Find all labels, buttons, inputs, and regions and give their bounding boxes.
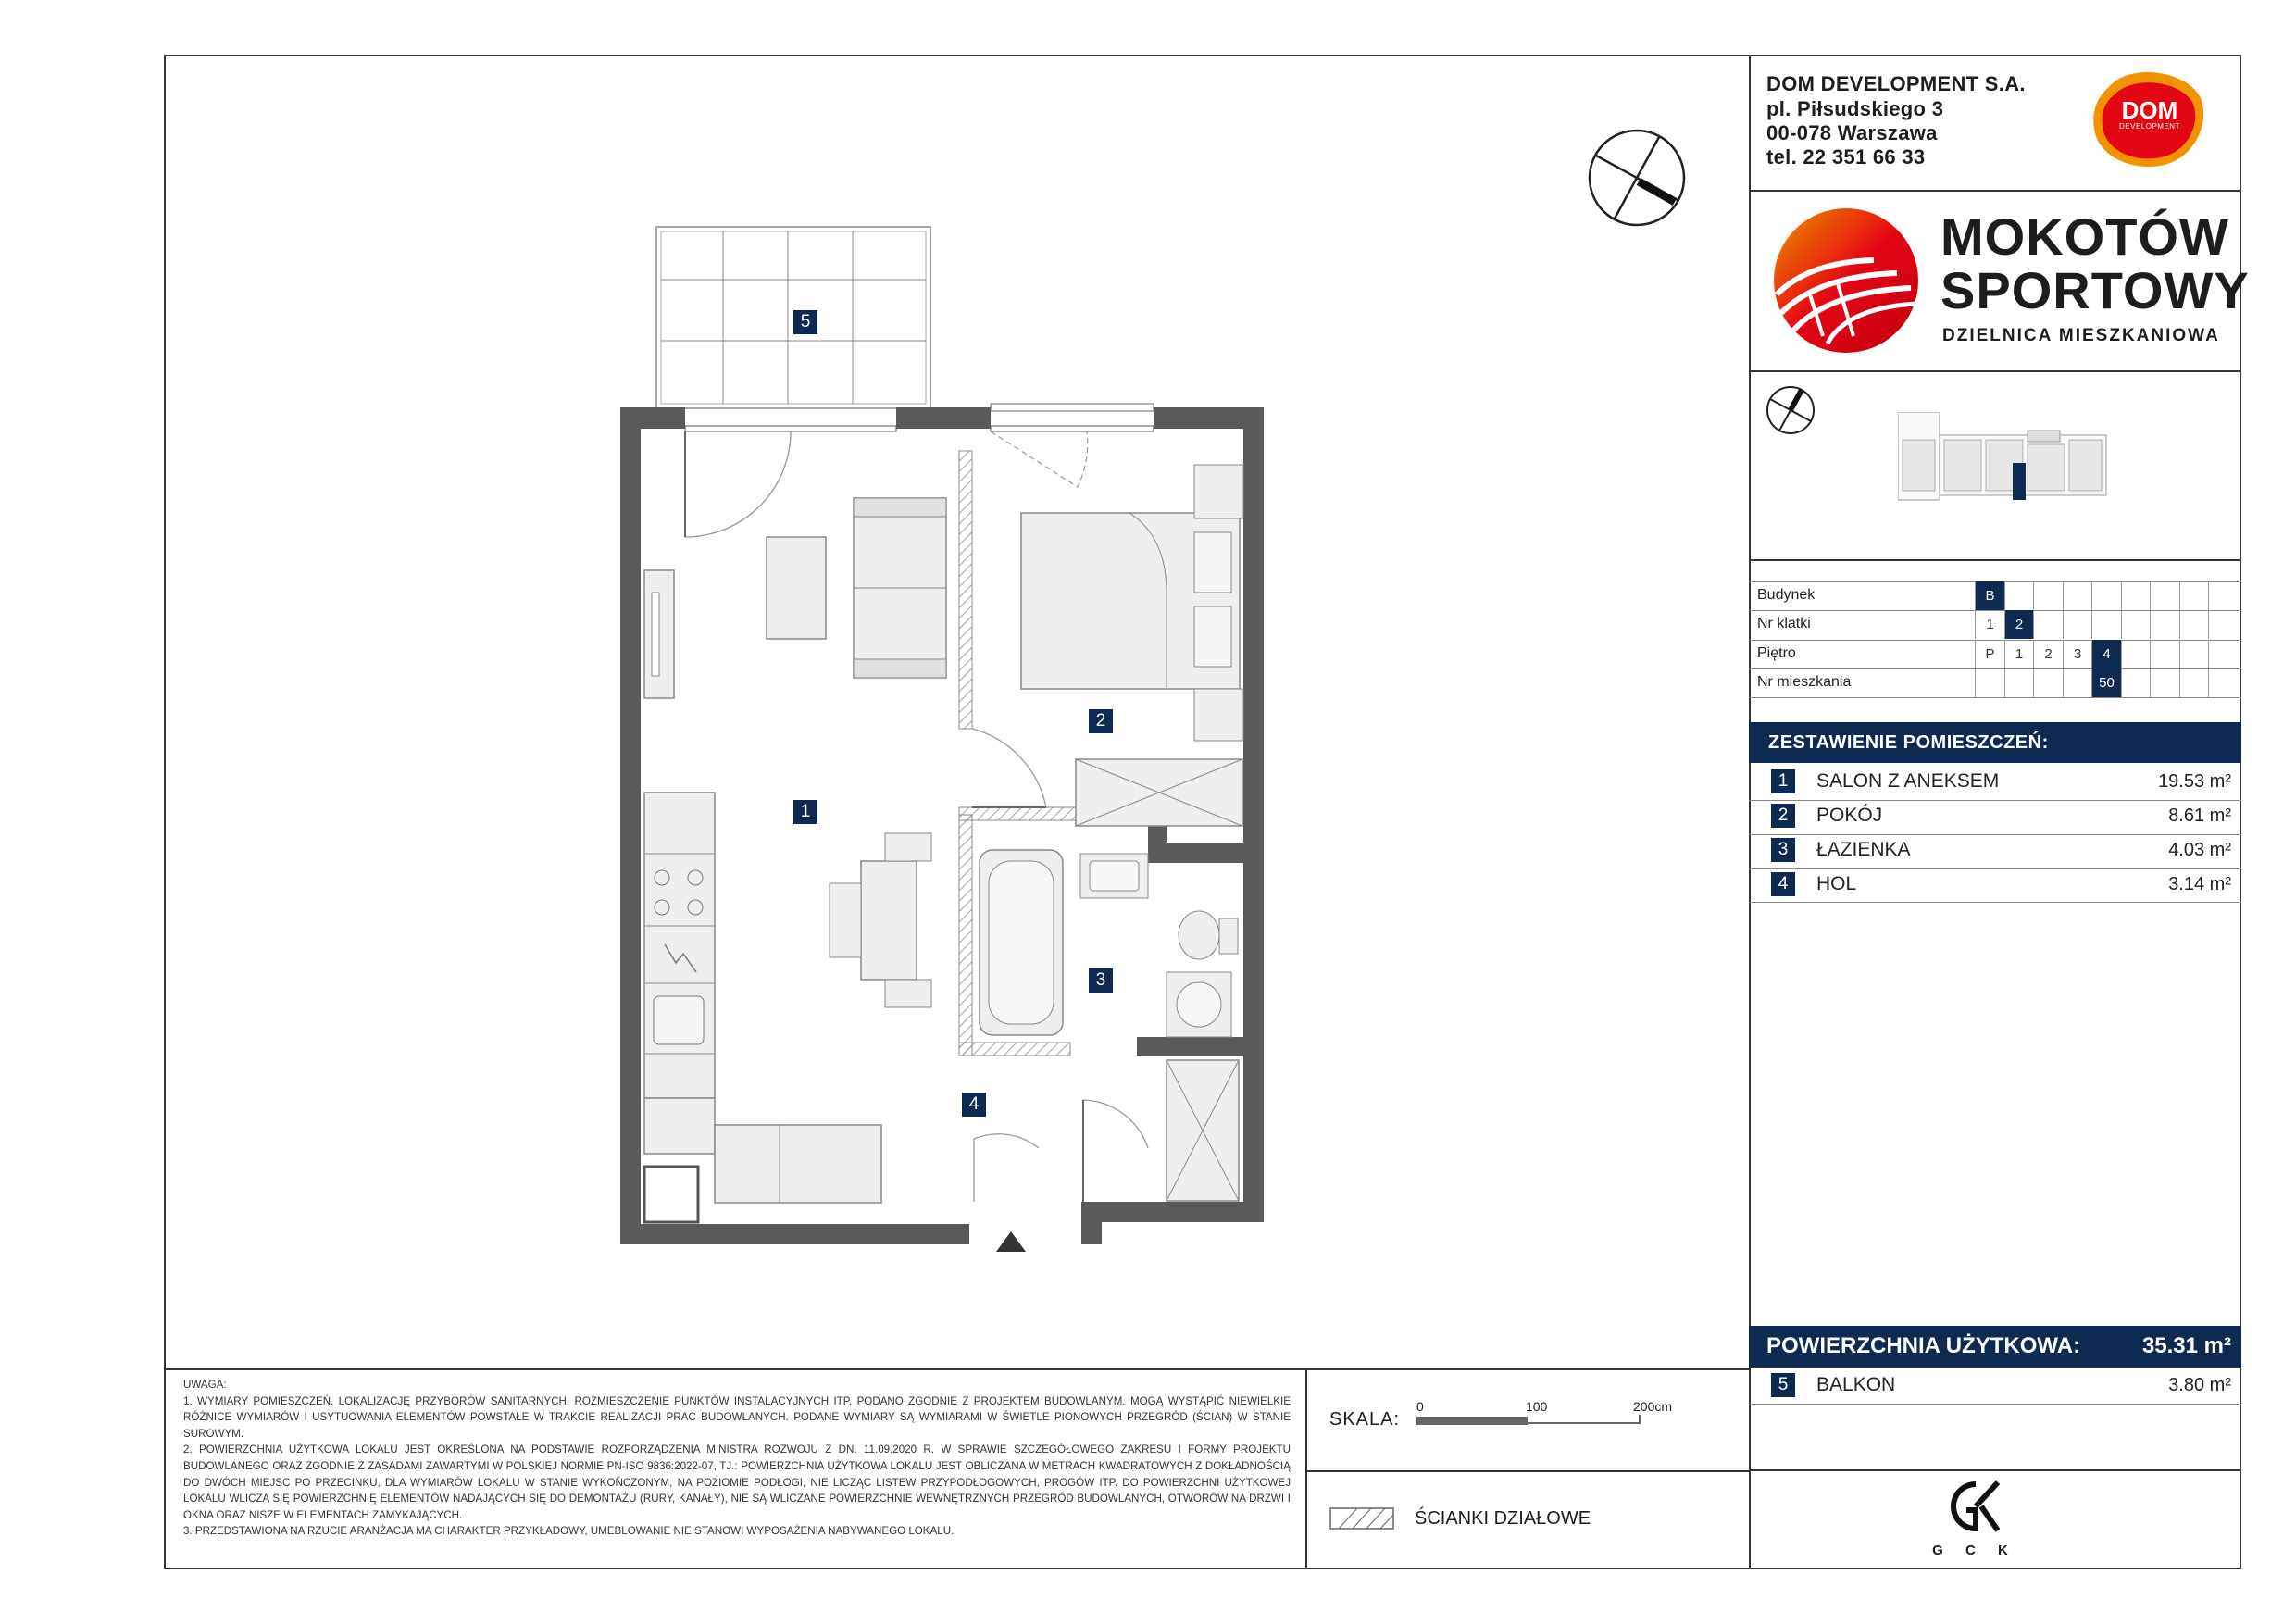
gck-logo-letters: G C K: [1932, 1543, 2017, 1558]
loc-label-apartment: Nr mieszkania: [1757, 674, 1852, 690]
partition-wall-swatch: [1329, 1507, 1394, 1534]
scale-divider: [1305, 1368, 1307, 1569]
sidebar-sep-5: [1749, 1469, 2241, 1471]
location-cell: [2091, 581, 2121, 610]
sidebar-sep-3: [1749, 559, 2241, 561]
building-key-plan: [1898, 412, 2120, 514]
location-cell: [2150, 640, 2179, 668]
location-cell: [2033, 581, 2063, 610]
sidebar-sep-2: [1749, 370, 2241, 372]
plan-label-bedroom: 2: [1089, 709, 1113, 733]
scale-label: SKALA:: [1329, 1409, 1401, 1430]
room-number: 1: [1771, 769, 1795, 793]
location-cell: 2: [2004, 610, 2034, 639]
compass-small-icon: [1766, 385, 1816, 440]
location-cell: 4: [2091, 640, 2121, 668]
note-item: 3. PRZEDSTAWIONA NA RZUCIE ARANŻACJA MA CHARAKTER PRZYKŁADOWY, UMEBLOWANIE NIE STANOWI WYPOSAŻENIA NABYWANEGO LOKALU.: [183, 1525, 955, 1538]
location-cell: [2150, 581, 2179, 610]
location-cell: [2121, 581, 2151, 610]
company-address-line1: pl. Piłsudskiego 3: [1766, 97, 1944, 120]
location-cell: [1975, 668, 2004, 697]
scale-bar-end: [1639, 1415, 1641, 1424]
location-cell: P: [1975, 640, 2004, 668]
location-cell: [2121, 610, 2151, 639]
loc-table-line-5: [1749, 697, 2241, 698]
mokotow-sportowy-logo: [1772, 206, 1920, 355]
partition-wall-label: ŚCIANKI DZIAŁOWE: [1415, 1508, 1591, 1529]
location-cell: [2033, 668, 2063, 697]
location-cell: 1: [2004, 640, 2034, 668]
location-cell: [2150, 610, 2179, 639]
loc-label-floor: Piętro: [1757, 645, 1796, 661]
location-cell: [2179, 581, 2209, 610]
rooms-header: ZESTAWIENIE POMIESZCZEŃ:: [1768, 732, 2049, 753]
location-cell: [2121, 640, 2151, 668]
usable-area-label: POWIERZCHNIA UŻYTKOWA:: [1766, 1333, 2081, 1358]
project-subtitle: DZIELNICA MIESZKANIOWA: [1942, 326, 2220, 345]
location-cell: [2208, 668, 2238, 697]
location-cell: [2150, 668, 2179, 697]
location-cell: [2121, 668, 2151, 697]
notes-block: [183, 1377, 1291, 1540]
room-name: ŁAZIENKA: [1816, 839, 1911, 860]
balcony-area: 3.80 m²: [2168, 1375, 2231, 1395]
location-cell: [2063, 610, 2092, 639]
location-cell: [2033, 610, 2063, 639]
location-cell: 1: [1975, 610, 2004, 639]
plan-label-living: 1: [793, 800, 817, 824]
location-cell: 3: [2063, 640, 2092, 668]
company-name: DOM DEVELOPMENT S.A.: [1766, 72, 2026, 95]
location-cell: [2208, 640, 2238, 668]
room-name: POKÓJ: [1816, 805, 1883, 826]
loc-label-building: Budynek: [1757, 587, 1816, 603]
dom-logo-subtext: DEVELOPMENT: [2119, 122, 2180, 131]
usable-area-value: 35.31 m²: [2141, 1333, 2231, 1358]
compass-icon: [1587, 128, 1687, 232]
room-area: 19.53 m²: [2158, 771, 2231, 792]
legend-divider: [1305, 1470, 1750, 1472]
location-cell: [2179, 610, 2209, 639]
notes-divider: [164, 1368, 1749, 1370]
location-cell: [2208, 581, 2238, 610]
balcony-name: BALKON: [1816, 1374, 1896, 1395]
room-row-line: [1749, 834, 2241, 835]
location-cell: [2179, 668, 2209, 697]
dom-development-logo: [2090, 69, 2207, 170]
company-address-line2: 00-078 Warszawa: [1766, 121, 1938, 144]
location-cell: 2: [2033, 640, 2063, 668]
balcony-row-line: [1749, 1404, 2241, 1405]
note-item: 1. WYMIARY POMIESZCZEŃ, LOKALIZACJĘ PRZYBORÓW SANITARNYCH, ROZMIESZCZENIE PUNKTÓW INSTALACYJNYCH ITP. PODANO ZGODNIE Z PROJEKTEM BUDOWLANYM. MOGĄ WYSTĄPIĆ NIEWIELKIE RÓŻNICE WYMIARÓW I USYTUOWANIA ELEMENTÓW POWSTAŁE W TRAKCIE REALIZACJI PRAC BUDOWLANYCH. PODANE WYMIARY SĄ WYMIARAMI W ŚWIETLE PIONOWYCH PRZEGRÓD (ŚCIAN) W STANIE SUROWYM.: [183, 1394, 1291, 1440]
room-row-line: [1749, 868, 2241, 869]
loc-label-staircase: Nr klatki: [1757, 616, 1811, 631]
notes-heading: UWAGA:: [183, 1379, 227, 1391]
plan-label-bathroom: 3: [1089, 968, 1113, 993]
room-number: 2: [1771, 804, 1795, 828]
room-number: 3: [1771, 838, 1795, 862]
floor-plan: [611, 222, 1278, 1264]
room-area: 4.03 m²: [2168, 840, 2231, 860]
location-cell: B: [1975, 581, 2004, 610]
project-title-line1: MOKOTÓW: [1940, 207, 2229, 266]
gck-logo: [1948, 1479, 2000, 1543]
dom-logo-text: DOM: [2121, 96, 2178, 124]
note-item: 2. POWIERZCHNIA UŻYTKOWA LOKALU JEST OKREŚLONA NA PODSTAWIE ROZPORZĄDZENIA MINISTRA ROZWOJU Z DN. 11.09.2020 R. W SPRAWIE SZCZEGÓŁOWEGO ZAKRESU I FORMY PROJEKTU BUDOWLANEGO ORAZ ZGODNIE Z ZASADAMI ZAWARTYMI W POLSKIEJ NORMIE PN-ISO 9836:2022-07, TJ.: POWIERZCHNIA UŻYTKOWA LOKALU JEST OBLICZANA W METRACH KWADRATOWYCH Z DOKŁADNOŚCIĄ DO DWÓCH MIEJSC PO PRZECINKU, DLA WYMIARÓW LOKALU W STANIE WYKOŃCZONYM, NA POZIOMIE PODŁOGI, NIE LICZĄC LISTEW PRZYPODŁOGOWYCH, PROGÓW ITP. DO POWIERZCHNI UŻYTKOWEJ LOKALU WLICZA SIĘ POWIERZCHNIĘ ELEMENTÓW NADAJĄCYCH SIĘ DO DEMONTAŻU (RURY, KANAŁY), NIE SĄ WLICZANE POWIERZCHNIE WEWNĘTRZNYCH PRZEGRÓD BUDOWLANYCH, OTWORÓW NA DRZWI I OKNA ORAZ NISZE W ELEMENTACH ZAMYKAJĄCYCH.: [183, 1443, 1291, 1521]
location-cell: [2208, 610, 2238, 639]
location-cell: [2004, 668, 2034, 697]
room-row-line: [1749, 902, 2241, 903]
scale-bar-line: [1528, 1422, 1639, 1424]
scale-tick-200: 200cm: [1633, 1399, 1673, 1414]
location-cell: [2063, 581, 2092, 610]
plan-label-hall: 4: [962, 1093, 986, 1117]
location-cell: [2004, 581, 2034, 610]
room-name: HOL: [1816, 873, 1857, 894]
scale-tick-100: 100: [1526, 1399, 1548, 1414]
room-name: SALON Z ANEKSEM: [1816, 770, 2000, 792]
room-row-line: [1749, 800, 2241, 801]
scale-tick-0: 0: [1416, 1399, 1424, 1414]
room-number: 4: [1771, 872, 1795, 896]
location-cell: [2179, 640, 2209, 668]
room-area: 3.14 m²: [2168, 874, 2231, 894]
scale-bar-filled: [1416, 1417, 1528, 1425]
location-cell: [2063, 668, 2092, 697]
company-phone: tel. 22 351 66 33: [1766, 145, 1926, 169]
location-cell: 50: [2091, 668, 2121, 697]
sidebar-sep-4: [1749, 1367, 2241, 1368]
plan-label-balcony: 5: [793, 310, 817, 334]
project-title-line2: SPORTOWY: [1940, 261, 2250, 319]
location-cell: [2091, 610, 2121, 639]
room-area: 8.61 m²: [2168, 806, 2231, 826]
balcony-number: 5: [1771, 1373, 1795, 1397]
sidebar-sep-1: [1749, 190, 2241, 192]
